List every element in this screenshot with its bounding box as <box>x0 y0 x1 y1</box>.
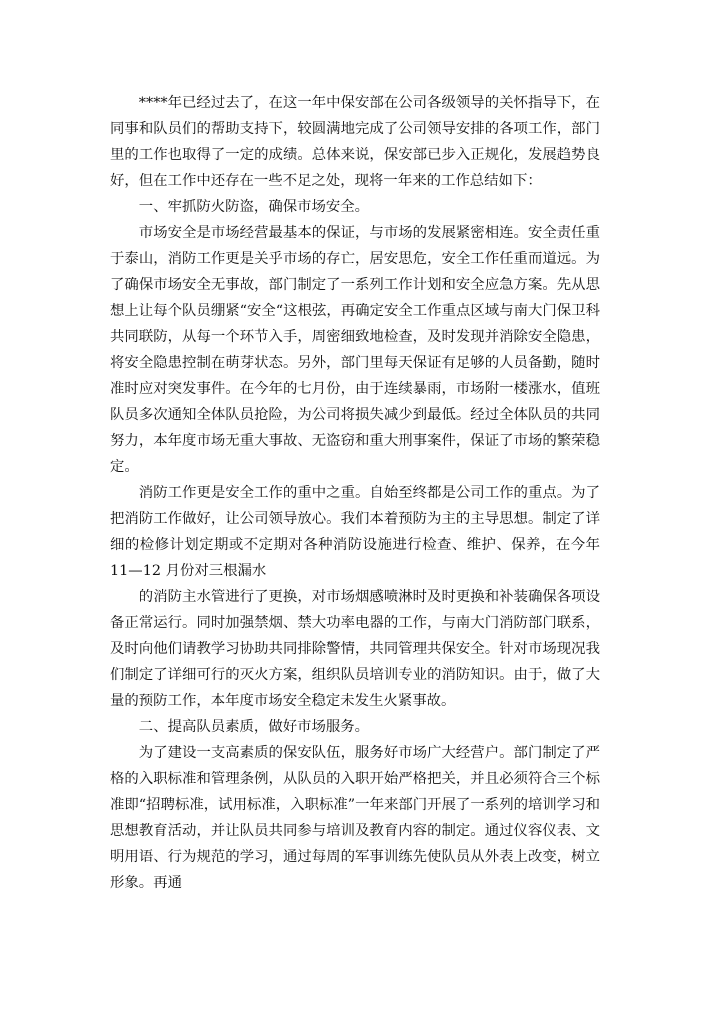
paragraph-intro: ****年已经过去了，在这一年中保安部在公司各级领导的关怀指导下，在同事和队员们的帮助支持下，较圆满地完成了公司领导安排的各项工作，部门里的工作也取得了一定的成绩。总体来说，保安部已步入正规化，发展趋势良好，但在工作中还存在一些不足之处，现将一年来的工作总结如下： <box>110 95 600 189</box>
section-heading-2: 二、提高队员素质，做好市场服务。 <box>138 719 370 735</box>
paragraph-fire-safety-continued: 的消防主水管进行了更换，对市场烟感喷淋时及时更换和补装确保各项设备正常运行。同时加强禁烟、禁大功率电器的工作，与南大门消防部门联系，及时向他们请教学习协助共同排除警情，共同管理共保安全。针对市场现况我们制定了详细可行的灭火方案，组织队员培训专业的消防知识。由于，做了大量的预防工作，本年度市场安全稳定未发生火紧事故。 <box>110 589 600 709</box>
paragraph-market-safety: 市场安全是市场经营最基本的保证，与市场的发展紧密相连。安全责任重于泰山，消防工作更是关乎市场的存亡，居安思危，安全工作任重而道远。为了确保市场安全无事故，部门制定了一系列工作计划和安全应急方案。先从思想上让每个队员绷紧“安全“这根弦，再确定安全工作重点区域与南大门保卫科共同联防，从每一个环节入手，周密细致地检查，及时发现并消除安全隐患，将安全隐患控制在萌芽状态。另外，部门里每天保证有足够的人员备勤，随时准时应对突发事件。在今年的七月份，由于连续暴雨，市场附一楼涨水，值班队员多次通知全体队员抢险，为公司将损失减少到最低。经过全体队员的共同努力，本年度市场无重大事故、无盗窃和重大刑事案件，保证了市场的繁荣稳定。 <box>110 225 600 475</box>
section-heading-1: 一、牢抓防火防盗，确保市场安全。 <box>138 199 370 215</box>
paragraph-fire-safety: 消防工作更是安全工作的重中之重。自始至终都是公司工作的重点。为了把消防工作做好，让公司领导放心。我们本着预防为主的主导思想。制定了详细的检修计划定期或不定期对各种消防设施进行检查、维护、保养，在今年 11—12 月份对三根漏水 <box>110 485 600 579</box>
paragraph-team-quality: 为了建设一支高素质的保安队伍，服务好市场广大经营户。部门制定了严格的入职标准和管理条例，从队员的入职开始严格把关，并且必须符合三个标准即“招聘标准，试用标准，入职标准”一年来部门开展了一系列的培训学习和思想教育活动，并让队员共同参与培训及教育内容的制定。通过仪容仪表、文明用语、行为规范的学习，通过每周的军事训练先使队员从外表上改变，树立形象。再通 <box>110 745 600 891</box>
document-body <box>110 90 600 896</box>
